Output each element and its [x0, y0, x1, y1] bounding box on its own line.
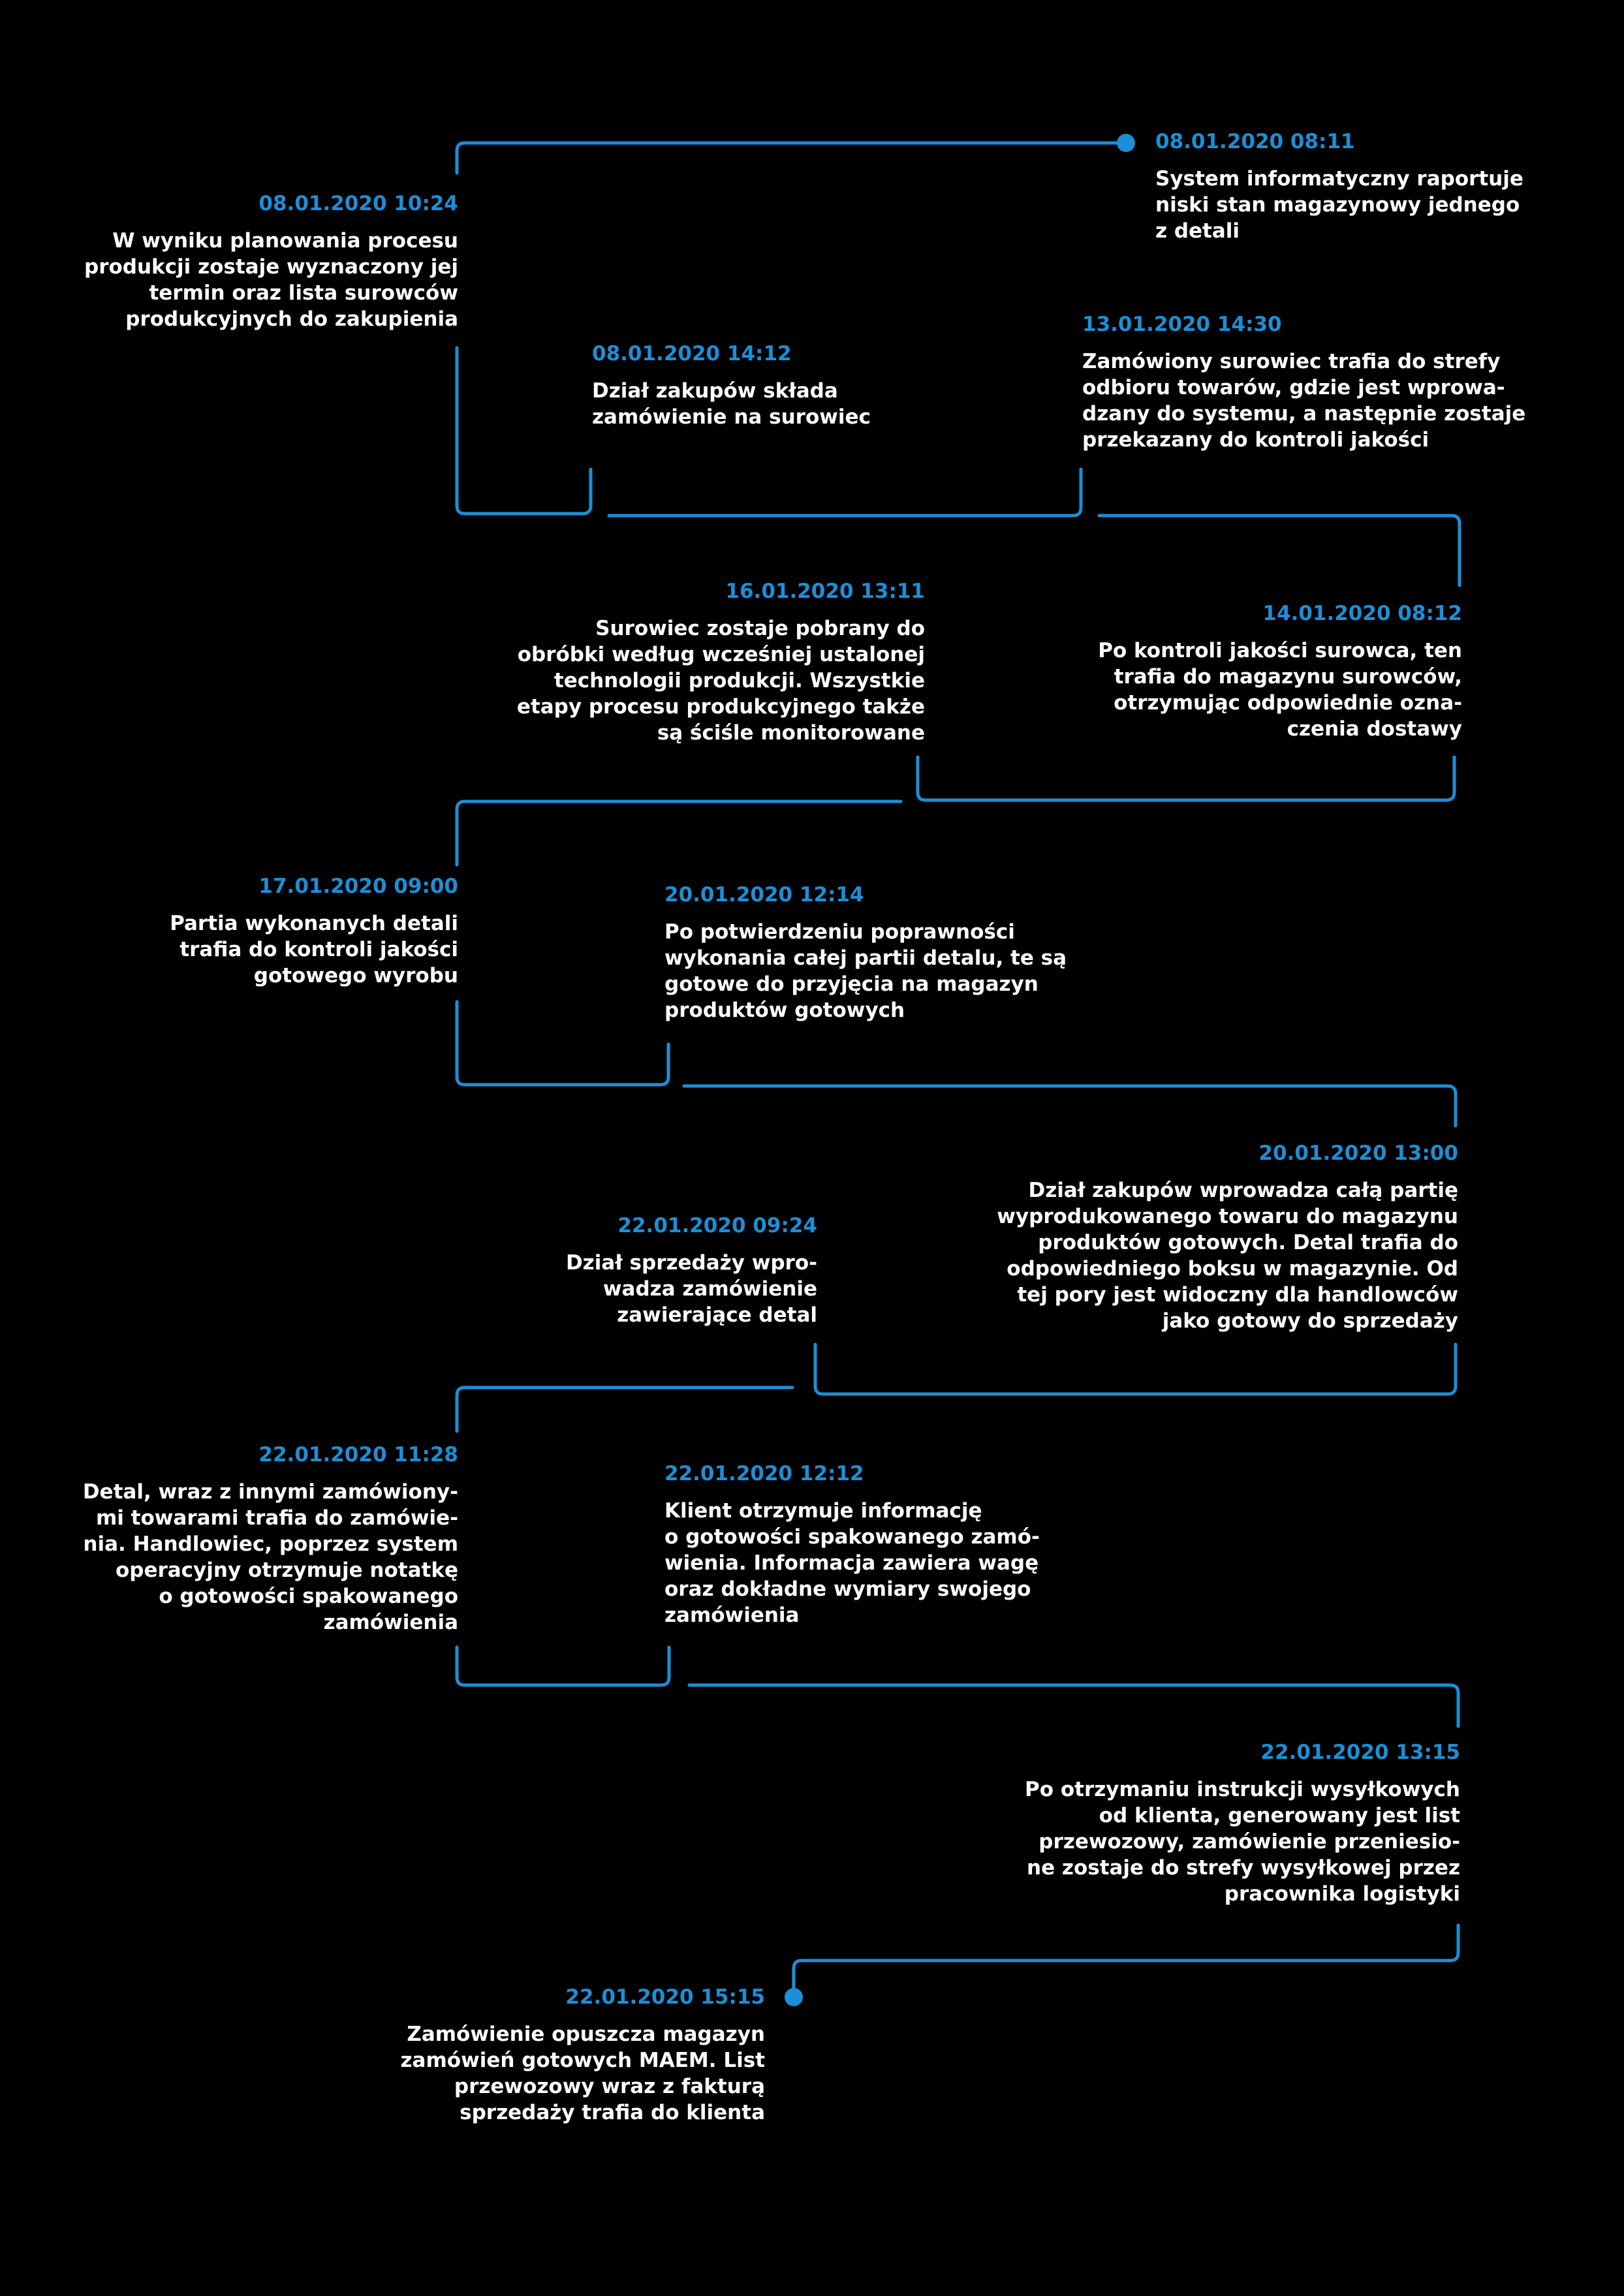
event-description: Surowiec zostaje pobrany do obróbki według wcześniej ustalonej technologii produkcji. Wszystkie etapy procesu produkcyjnego także są ściśle monitorowane [516, 617, 925, 745]
connector-segment-12 [689, 1685, 1458, 1726]
event-description: System informatyczny raportuje niski stan magazynowy jednego z detali [1155, 167, 1523, 243]
event-date: 20.01.2020 12:14 [664, 883, 864, 907]
event-date: 22.01.2020 13:15 [1260, 1741, 1460, 1764]
timeline-event-14 [401, 1985, 765, 2126]
connector-segment-6 [457, 801, 901, 865]
timeline-event-13 [1025, 1740, 1460, 1907]
event-date: 08.01.2020 14:12 [592, 342, 792, 365]
event-description: Po otrzymaniu instrukcji wysyłkowych od klienta, generowany jest list przewozowy, zamówienie przeniesio- ne zostaje do strefy wysyłkowej przez pracownika logistyki [1025, 1778, 1460, 1906]
connector-segment-5 [918, 757, 1454, 800]
event-date: 17.01.2020 09:00 [258, 875, 458, 898]
connector-segment-2 [457, 348, 591, 514]
event-description: Po kontroli jakości surowca, ten trafia do magazynu surowców, otrzymując odpowiednie ozna- czenia dostawy [1098, 639, 1462, 741]
event-date: 16.01.2020 13:11 [725, 580, 925, 603]
event-date: 22.01.2020 15:15 [565, 1985, 765, 2009]
event-date: 22.01.2020 11:28 [258, 1443, 458, 1466]
event-date: 08.01.2020 08:11 [1155, 130, 1355, 153]
event-description: Zamówienie opuszcza magazyn zamówień gotowych MAEM. List przewozowy wraz z fakturą sprzedaży trafia do klienta [400, 2023, 765, 2124]
timeline-event-6 [516, 579, 925, 746]
event-description: W wyniku planowania procesu produkcji zostaje wyznaczony jej termin oraz lista surowców produkcyjnych do zakupienia [84, 229, 458, 331]
timeline-event-3 [592, 341, 871, 430]
connector-segment-7 [457, 1002, 668, 1085]
timeline-event-2 [84, 191, 458, 332]
event-description: Klient otrzymuje informację o gotowości spakowanego zamó- wienia. Informacja zawiera wagę oraz dokładne wymiary swojego zamówienia [664, 1499, 1040, 1627]
connector-segment-8 [684, 1086, 1456, 1126]
timeline-event-8 [664, 882, 1067, 1023]
event-description: Zamówiony surowiec trafia do strefy odbioru towarów, gdzie jest wprowa- dzany do systemu, a następnie zostaje przekazany do kontroli jakości [1082, 350, 1526, 452]
timeline-event-1 [1155, 129, 1523, 244]
timeline-event-5 [1098, 601, 1462, 742]
event-date: 20.01.2020 13:00 [1258, 1141, 1458, 1165]
connector-segment-13 [794, 1925, 1458, 1996]
event-description: Dział zakupów wprowadza całą partię wyprodukowanego towaru do magazynu produktów gotowych. Detal trafia do odpowiedniego boksu w magazynie. Od tej pory jest widoczny dla handlowców jako gotowy do sprzedaży [997, 1179, 1458, 1333]
timeline-event-7 [170, 874, 458, 989]
event-description: Po potwierdzeniu poprawności wykonania całej partii detalu, te są gotowe do przyjęcia na magazyn produktów gotowych [664, 920, 1067, 1022]
connector-segment-4 [1099, 516, 1460, 585]
event-date: 14.01.2020 08:12 [1262, 602, 1462, 625]
timeline-event-11 [83, 1442, 458, 1636]
connector-segment-3 [609, 469, 1081, 516]
timeline-event-10 [566, 1213, 817, 1328]
event-date: 13.01.2020 14:30 [1082, 313, 1282, 336]
connector-segment-11 [457, 1647, 669, 1685]
event-description: Dział sprzedaży wpro- wadza zamówienie zawierające detal [565, 1251, 817, 1327]
connector-segment-10 [457, 1388, 792, 1431]
timeline-end-dot [785, 1988, 803, 2006]
timeline-start-dot [1117, 134, 1135, 152]
connector-segment-1 [457, 143, 1126, 173]
timeline-event-12 [664, 1461, 1040, 1628]
event-description: Partia wykonanych detali trafia do kontroli jakości gotowego wyrobu [170, 912, 458, 987]
timeline-event-4 [1082, 312, 1525, 453]
event-description: Dział zakupów składa zamówienie na surowiec [592, 379, 871, 429]
event-date: 22.01.2020 12:12 [664, 1462, 864, 1485]
event-description: Detal, wraz z innymi zamówiony- mi towarami trafia do zamówie- nia. Handlowiec, poprzez system operacyjny otrzymuje notatkę o gotowości spakowanego zamówienia [82, 1480, 458, 1634]
timeline-event-9 [997, 1141, 1458, 1334]
connector-segment-9 [815, 1344, 1456, 1394]
event-date: 08.01.2020 10:24 [258, 192, 458, 215]
event-date: 22.01.2020 09:24 [617, 1214, 817, 1237]
